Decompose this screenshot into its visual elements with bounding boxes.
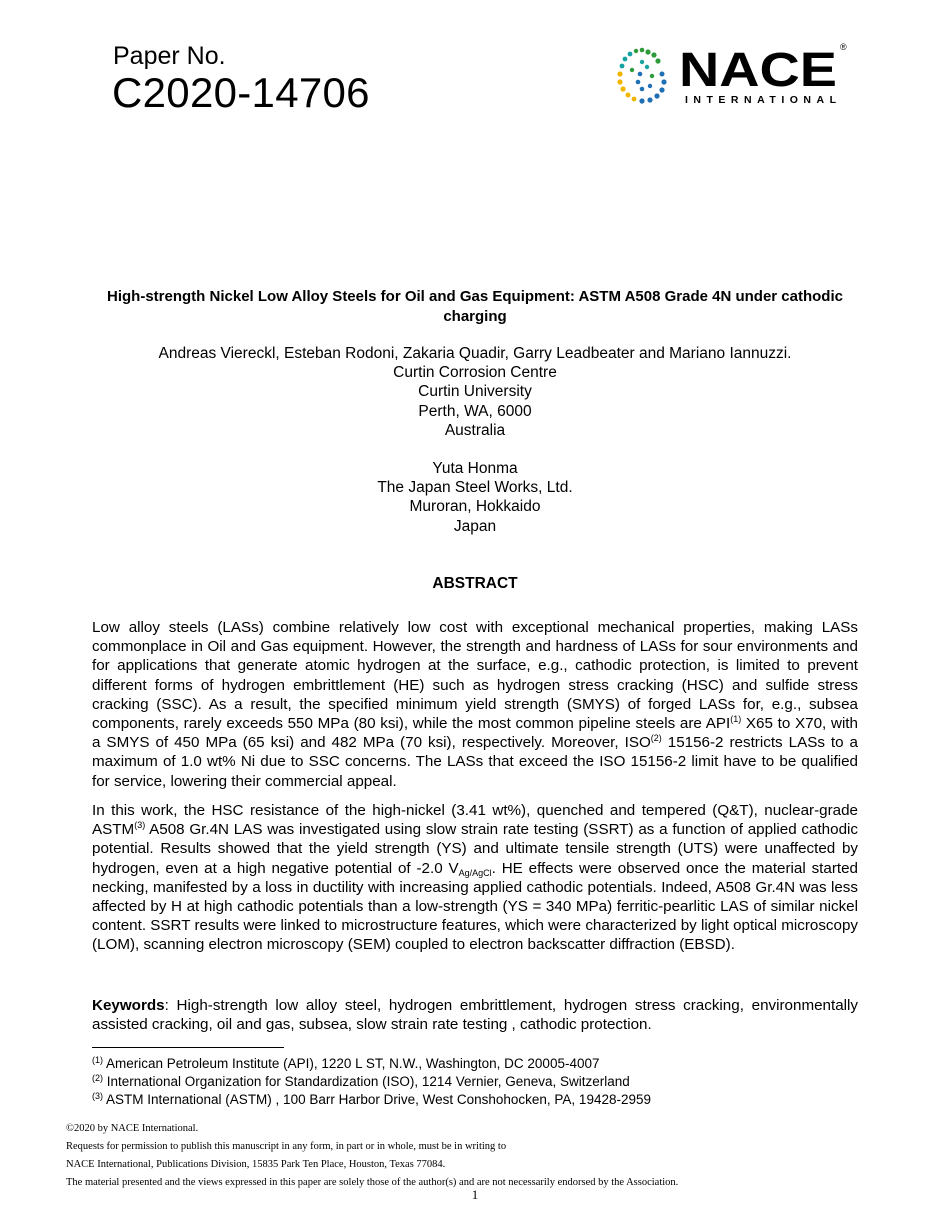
- abstract-heading: ABSTRACT: [432, 575, 518, 592]
- keywords-paragraph: Keywords: High-strength low alloy steel, hydrogen embrittlement, hydrogen stress cracking, environmentally assisted cracking, oil and gas, subsea, slow strain rate testing , cathodic protection.: [92, 997, 858, 1034]
- footnote-item: $^{(3)}$ ASTM International (ASTM) , 100 Barr Harbor Drive, West Conshohocken, PA, 19428-2959: [92, 1091, 652, 1107]
- affiliation-line: Japan: [453, 517, 497, 535]
- authors-line: Andreas Viereckl, Esteban Rodoni, Zakaria Quadir, Garry Leadbeater and Mariano Iannuzzi.: [158, 345, 792, 362]
- footnote-divider: [92, 1047, 284, 1048]
- author-affiliations: [92, 344, 858, 536]
- paper-number: C2020-14706: [112, 69, 370, 116]
- keywords-label: Keywords: [92, 997, 165, 1014]
- logo-sub: INTERNATIONAL: [685, 94, 836, 106]
- affiliation-line: Australia: [444, 421, 506, 439]
- affiliation-line: Curtin Corrosion Centre: [393, 364, 557, 382]
- nace-swirl-icon: [617, 48, 666, 104]
- affiliation-line: Muroran, Hokkaido: [409, 498, 541, 516]
- footnote-ref: (1): [730, 714, 742, 725]
- footnotes: [92, 1055, 651, 1109]
- copyright-notice: ©2020 by NACE International. Requests for permission to publish this manuscript in any form, in part or in whole, must be in writing to NACE International, Publications Division, 15835 Park Ten Place, Houston, Texas 77084. The material presented and the views expressed in this paper are solely those of the author(s) and are not necessarily endorsed by the Association.: [66, 1123, 679, 1188]
- footnote-item: $^{(1)}$ American Petroleum Institute (API), 1220 L ST, N.W., Washington, DC 20005-4007: [92, 1055, 600, 1071]
- affiliation-line: Curtin University: [418, 383, 532, 401]
- affiliation-line: Perth, WA, 6000: [418, 402, 532, 420]
- subscript: Ag/AgCl: [458, 867, 492, 878]
- footnote-ref: (2): [650, 733, 662, 744]
- paper-label: Paper No.: [113, 42, 226, 70]
- nace-logo: [612, 42, 848, 112]
- affiliation-line: The Japan Steel Works, Ltd.: [377, 479, 573, 497]
- page-number: 1: [471, 1187, 479, 1202]
- logo-registered: ®: [840, 42, 847, 52]
- logo-brand: NACE: [679, 44, 837, 97]
- abstract-paragraph-1: Low alloy steels (LASs) combine relatively low cost with exceptional mechanical properties, making LASs commonplace in Oil and Gas equipment. However, the strength and hardness of LASs for sour environments and for applications that generate atomic hydrogen at the surface, e.g., cathodic protection, is limited to prevent different forms of hydrogen embrittlement (HE) such as hydrogen stress cracking (HSC) and sulfide stress cracking (SSC). As a result, the specified minimum yield strength (SMYS) of forged LASs for, e.g., subsea components, rarely exceeds 550 MPa (80 ksi), while the most common pipeline steels are API$^{(1)}$ X65 to X70, with a SMYS of 450 MPa (65 ksi) and 482 MPa (70 ksi), respectively. Moreover, ISO$^{(2)}$ 15156-2 restricts LASs to a maximum of 1.0 wt% Ni due to SSC concerns. The LASs that exceed the ISO 15156-2 limit have to be qualified for service, lowering their commercial appeal.: [92, 619, 859, 790]
- abstract-paragraph-2: In this work, the HSC resistance of the high-nickel (3.41 wt%), quenched and tempered (Q&T), nuclear-grade ASTM$^{(3)}$ A508 Gr.4N LAS was investigated using slow strain rate testing (SSRT) as a function of applied cathodic potential. Results showed that the yield strength (YS) and ultimate tensile strength (UTS) were unaffected by hydrogen, even at a high negative potential of -2.0 $V_{Ag/AgCl}$. HE effects were observed once the material started necking, manifested by a loss in ductility with increasing applied cathodic potentials. Indeed, A508 Gr.4N was less affected by H at high cathodic potentials than a low-strength (YS = 340 MPa) ferritic-pearlitic LAS of similar nickel content. SSRT results were linked to microstructure features, which were characterized by light optical microscopy (LOM), scanning electron microscopy (SEM) coupled to electron backscatter diffraction (EBSD).: [92, 802, 858, 954]
- paper-title: High-strength Nickel Low Alloy Steels for Oil and Gas Equipment: ASTM A508 Grade 4N under cathodic charging: [107, 288, 843, 325]
- footnote-item: $^{(2)}$ International Organization for Standardization (ISO), 1214 Vernier, Geneva, Switzerland: [92, 1073, 630, 1089]
- authors-line: Yuta Honma: [432, 460, 518, 478]
- footnote-ref: (3): [134, 820, 146, 831]
